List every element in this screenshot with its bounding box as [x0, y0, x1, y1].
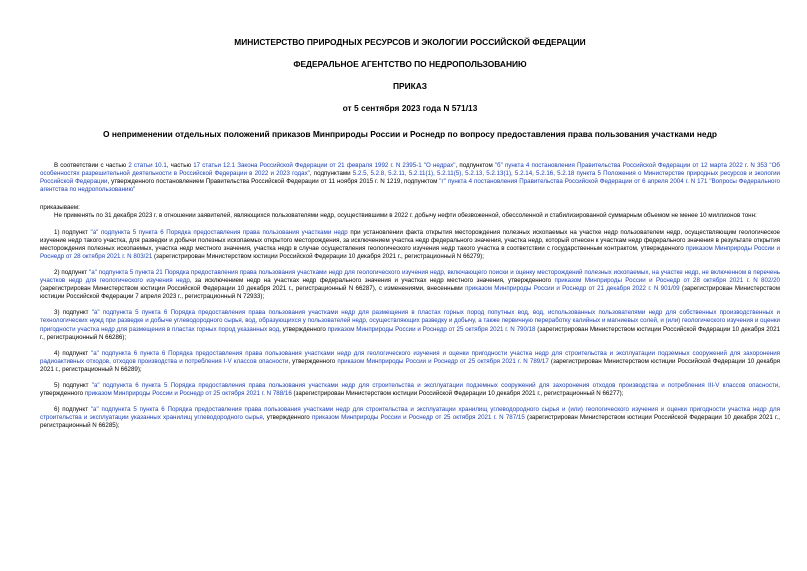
order-link[interactable]: "а" подпункта 5 пункта 6 Порядка предоставления права пользования участками недр для размещения в пластах горных пород попутных вод, вод, использованных пользователями недр для собственных производственных и технологических нужд при разведке и добыче углеводородного сырья, вод, образующихся у пользователей недр, осуществляющих разведку и добычу, а также первичную переработку калийных и магниевых солей, и (или) геологического изучения и оценки пригодности участка недр для размещения в пластах горных пород указанных вод	[40, 309, 780, 333]
order-link[interactable]: "а" подпункта 5 пункта 21 Порядка предоставления права пользования участками недр для геологического изучения недр, включающего поиски и оценку месторождений полезных ископаемых, на участке недр, не включенном в перечень участков недр для геологического изучения недр	[40, 268, 780, 285]
intro-text: , подпунктом	[455, 162, 495, 169]
order-link[interactable]: приказом Минприроды России и Роснедр от 28 октября 2021 г. N 802/20	[554, 277, 780, 285]
order-lead: Не применять по 31 декабря 2023 г. в отношении заявителей, являющихся пользователями недр, осуществившими в 2022 г. добычу нефти обезвоженной, обессоленной и стабилизированной суммарным объемом не менее 10 миллионов тонн:	[54, 212, 757, 220]
doc-type-heading: ПРИКАЗ	[392, 81, 428, 91]
intro-paragraph	[40, 162, 780, 194]
law-link-5[interactable]: "г" пункта 4 постановления Правительства Российской Федерации от 6 апреля 2004 г. N 171 "Вопросы Федерального агентства по недропользованию"	[40, 178, 781, 194]
document-title: О неприменении отдельных положений приказов Минприроды России и Роснедр по вопросу предоставления права пользования участками недр	[102, 129, 718, 139]
order-item-6: 6) подпункт "а" подпункта 5 пункта 6 Порядка предоставления права пользования участками недр для строительства и эксплуатации хранилищ углеводородного сырья и (или) геологического изучения и оценки пригодности участка недр для строительства и эксплуатации указанных хранилищ углеводородного сырья, утвержденного приказом Минприроды России и Роснедр от 25 октября 2021 г. N 787/15 (зарегистрирован Министерством юстиции Российской Федерации 10 декабря 2021 г., регистрационный N 66285);	[40, 406, 780, 430]
document-body	[40, 162, 780, 430]
intro-text: , утвержденного постановлением Правительства Российской Федерации от 11 ноября 2015 г. N 1219, подпунктом	[107, 178, 440, 186]
order-link[interactable]: "а" подпункта 6 пункта 5 Порядка предоставления права пользования участками недр для строительства и эксплуатации подземных сооружений для захоронения отходов производства и потребления III-V классов опасности	[91, 381, 779, 389]
order-link[interactable]: приказом Минприроды России и Роснедр от 28 октября 2021 г. N 803/21	[40, 244, 780, 260]
law-link-3[interactable]: "б" пункта 4 постановления Правительства Российской Федерации от 12 марта 2022 г. N 353 "Об особенностях разрешительной деятельности в Российской Федерации в 2022 и 2023 годах"	[40, 162, 780, 178]
doc-date-heading: от 5 сентября 2023 года N 571/13	[342, 103, 478, 113]
order-link[interactable]: "а" подпункта 5 пункта 6 Порядка предоставления права пользования участками недр для строительства и эксплуатации хранилищ углеводородного сырья и (или) геологического изучения и оценки пригодности участка недр для строительства и эксплуатации указанных хранилищ углеводородного сырья	[40, 406, 780, 422]
intro-text: В соответствии с частью	[54, 162, 129, 169]
order-link[interactable]: приказом Минприроды России и Роснедр от 25 октября 2021 г. N 787/15	[312, 414, 525, 422]
intro-text: , частью	[166, 162, 194, 169]
order-item-5: 5) подпункт "а" подпункта 6 пункта 5 Порядка предоставления права пользования участками недр для строительства и эксплуатации подземных сооружений для захоронения отходов производства и потребления III-V классов опасности, утвержденного приказом Минприроды России и Роснедр от 25 октября 2021 г. N 788/16 (зарегистрирован Министерством юстиции Российской Федерации 10 декабря 2021 г., регистрационный N 66277);	[40, 381, 780, 398]
order-item-3: 3) подпункт "а" подпункта 5 пункта 6 Порядка предоставления права пользования участками недр для размещения в пластах горных пород попутных вод, вод, использованных пользователями недр для собственных производственных и технологических нужд при разведке и добыче углеводородного сырья, вод, образующихся у пользователей недр, осуществляющих разведку и добычу, а также первичную переработку калийных и магниевых солей, и (или) геологического изучения и оценки пригодности участка недр для размещения в пластах горных пород указанных вод, утвержденного приказом Минприроды России и Роснедр от 25 октября 2021 г. N 790/18 (зарегистрирован Министерством юстиции Российской Федерации 10 декабря 2021 г., регистрационный N 66286);	[40, 309, 780, 341]
order-item-2: 2) подпункт "а" подпункта 5 пункта 21 Порядка предоставления права пользования участками недр для геологического изучения недр, включающего поиски и оценку месторождений полезных ископаемых, на участке недр, не включенном в перечень участков недр для геологического изучения недр, за исключением недр на участках недр федерального значения и участках недр местного значения, утвержденного приказом Минприроды России и Роснедр от 28 октября 2021 г. N 802/20 (зарегистрирован Министерством юстиции Российской Федерации 10 декабря 2021 г., регистрационный N 66287), с изменениями, внесенными приказом Минприроды России и Роснедр от 21 декабря 2022 г. N 901/09 (зарегистрирован Министерством юстиции Российской Федерации 7 апреля 2023 г., регистрационный N 72933);	[40, 268, 780, 301]
order-link[interactable]: приказом Минприроды России и Роснедр от 25 октября 2021 г. N 789/17	[337, 357, 549, 365]
order-link[interactable]: "а" подпункта 6 пункта 6 Порядка предоставления права пользования участками недр для геологического изучения и оценки пригодности участка недр для строительства и эксплуатации подземных сооружений для захоронения радиоактивных отходов, отходов производства и потребления I-V классов опасности	[40, 349, 780, 365]
agency-heading: ФЕДЕРАЛЬНОЕ АГЕНТСТВО ПО НЕДРОПОЛЬЗОВАНИЮ	[293, 59, 527, 69]
law-link-2[interactable]: 17 статьи 12.1 Закона Российской Федерации от 21 февраля 1992 г. N 2395-1 "О недрах"	[193, 162, 456, 169]
law-link-4[interactable]: 5.2.5, 5.2.8, 5.2.11, 5.2.11(1), 5.2.11(5), 5.2.13, 5.2.13(1), 5.2.14, 5.2.16, 5.2.18 пункта 5 Положения о Министерстве природных ресурсов и экологии Российской Федерации	[40, 170, 780, 186]
order-link[interactable]: приказом Минприроды России и Роснедр от 21 декабря 2022 г. N 901/09	[465, 285, 680, 293]
order-item-1: 1) подпункт "а" подпункта 5 пункта 6 Порядка предоставления права пользования участками недр при установлении факта открытия месторождения полезных ископаемых на участке недр пользователем недр, осуществляющим геологическое изучение недр такого участка, для разведки и добычи полезных ископаемых открытого месторождения, за исключением участка недр федерального значения, участка недр, который отнесен к участкам недр федерального значения в результате открытия месторождения полезных ископаемых, участка недр местного значения, участка недр в случае осуществления геологического изучения недр такого участка в соответствии с государственным контрактом, утвержденного приказом Минприроды России и Роснедр от 28 октября 2021 г. N 803/21 (зарегистрирован Министерством юстиции Российской Федерации 10 декабря 2021 г., регистрационный N 66279);	[40, 228, 780, 260]
ministry-heading: МИНИСТЕРСТВО ПРИРОДНЫХ РЕСУРСОВ И ЭКОЛОГИИ РОССИЙСКОЙ ФЕДЕРАЦИИ	[234, 37, 586, 47]
intro-text: , подпунктами	[309, 170, 353, 178]
order-item-4: 4) подпункт "а" подпункта 6 пункта 6 Порядка предоставления права пользования участками недр для геологического изучения и оценки пригодности участка недр для строительства и эксплуатации подземных сооружений для захоронения радиоактивных отходов, отходов производства и потребления I-V классов опасности, утвержденного приказом Минприроды России и Роснедр от 25 октября 2021 г. N 789/17 (зарегистрирован Министерством юстиции Российской Федерации 10 декабря 2021 г., регистрационный N 66289);	[40, 349, 780, 373]
order-link[interactable]: приказом Минприроды России и Роснедр от 25 октября 2021 г. N 788/16	[84, 390, 292, 398]
order-word: приказываем:	[40, 204, 80, 212]
law-link-1[interactable]: 2 статьи 10.1	[128, 162, 167, 169]
order-link[interactable]: "а" подпункта 5 пункта 6 Порядка предоставления права пользования участками недр	[90, 228, 348, 236]
order-link[interactable]: приказом Минприроды России и Роснедр от 25 октября 2021 г. N 790/18	[327, 325, 536, 333]
